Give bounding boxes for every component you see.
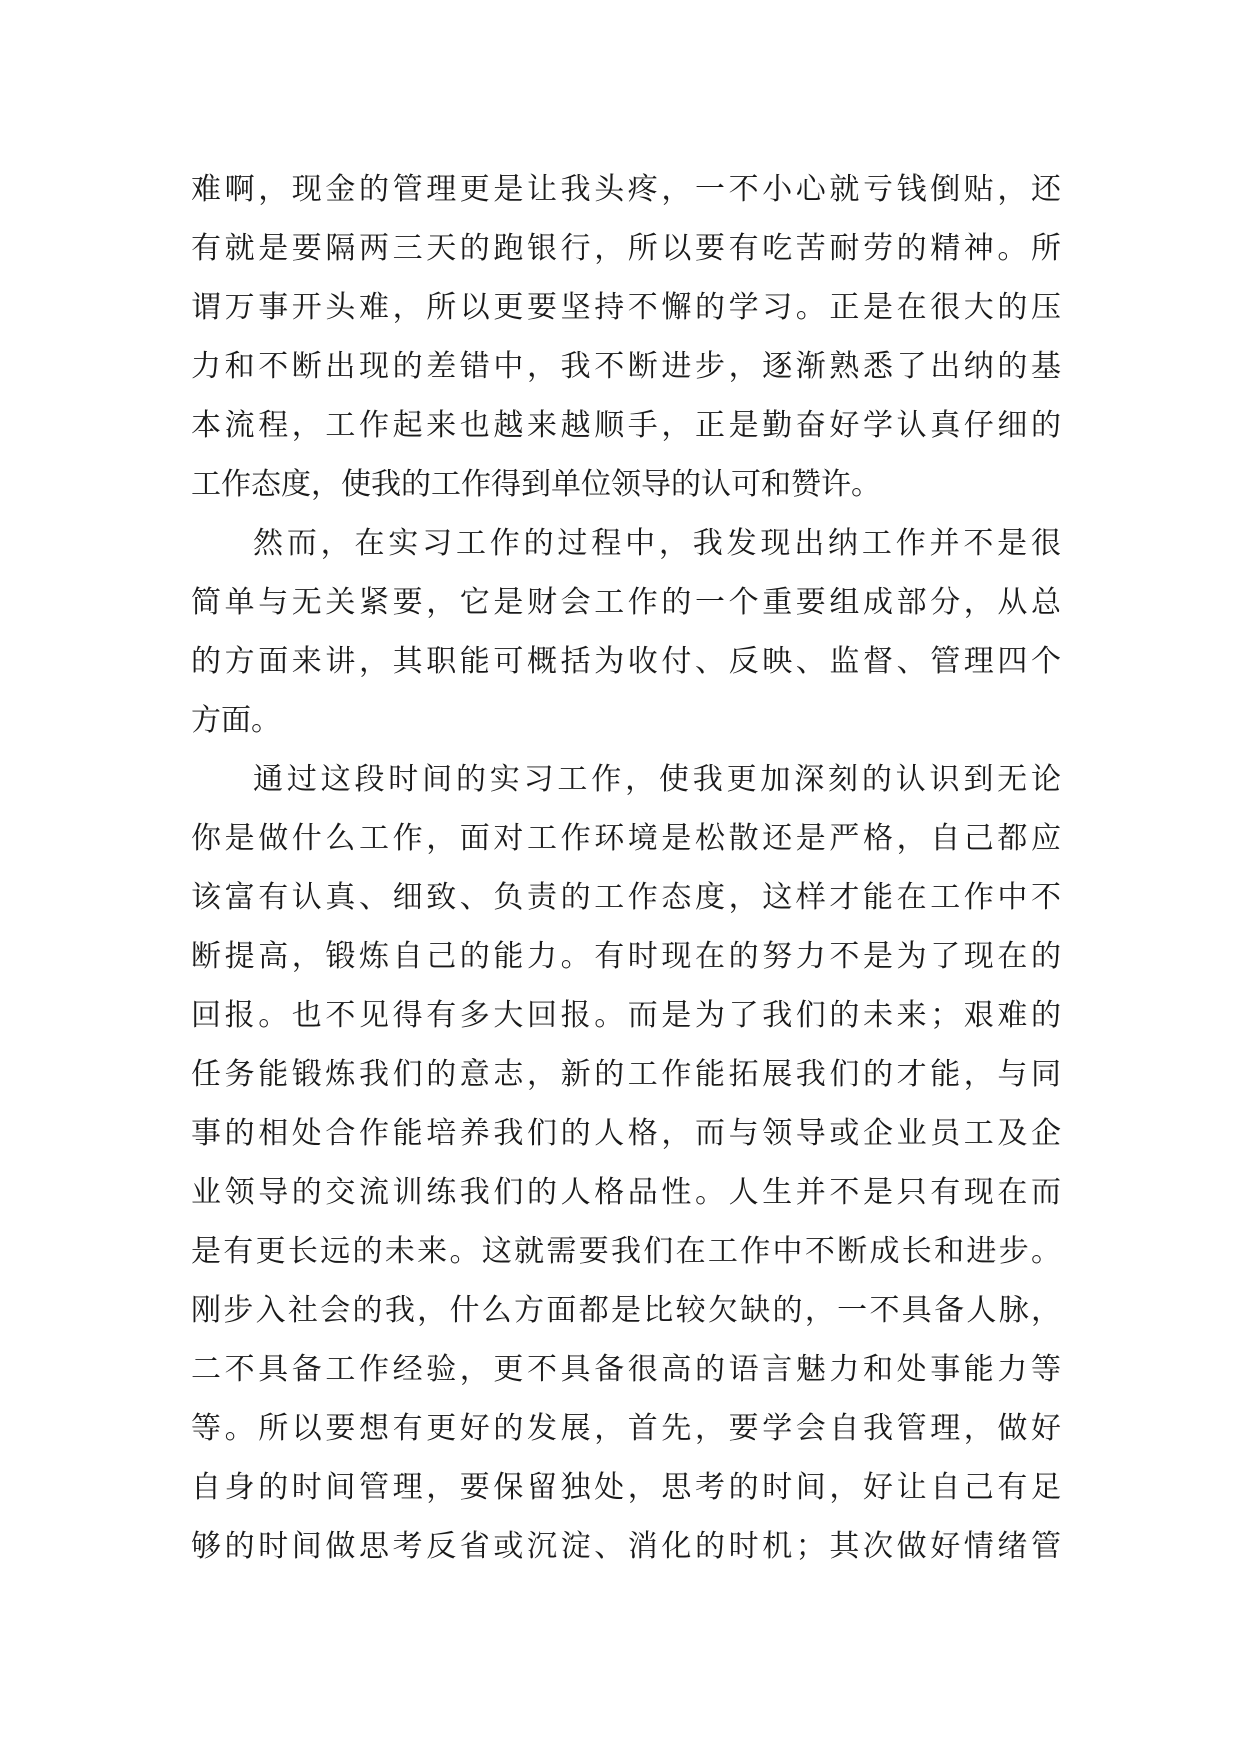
paragraph: [191, 750, 1061, 1576]
text-line: 方面。: [191, 703, 281, 738]
text-line: 该富有认真、细致、负责的工作态度，这样才能在工作中不: [191, 880, 1061, 915]
text-line: 事的相处合作能培养我们的人格，而与领导或企业员工及企: [191, 1116, 1061, 1151]
text-line: 本流程，工作起来也越来越顺手，正是勤奋好学认真仔细的: [191, 408, 1061, 443]
text-line: 简单与无关紧要，它是财会工作的一个重要组成部分，从总: [191, 585, 1061, 620]
text-line: 二不具备工作经验，更不具备很高的语言魅力和处事能力等: [191, 1352, 1061, 1387]
paragraph: [191, 160, 1061, 514]
text-line: 刚步入社会的我，什么方面都是比较欠缺的，一不具备人脉，: [191, 1293, 1061, 1328]
text-line: 回报。也不见得有多大回报。而是为了我们的未来；艰难的: [191, 998, 1061, 1033]
text-line: 是有更长远的未来。这就需要我们在工作中不断成长和进步。: [191, 1234, 1061, 1269]
text-line: 断提高，锻炼自己的能力。有时现在的努力不是为了现在的: [191, 939, 1061, 974]
text-line: 难啊，现金的管理更是让我头疼，一不小心就亏钱倒贴，还: [191, 172, 1061, 207]
text-line: 有就是要隔两三天的跑银行，所以要有吃苦耐劳的精神。所: [191, 231, 1061, 266]
text-line: 的方面来讲，其职能可概括为收付、反映、监督、管理四个: [191, 644, 1061, 679]
paragraph: [191, 514, 1061, 750]
text-line: 等。所以要想有更好的发展，首先，要学会自我管理，做好: [191, 1411, 1061, 1446]
text-line: 工作态度，使我的工作得到单位领导的认可和赞许。: [191, 467, 881, 502]
text-line: 你是做什么工作，面对工作环境是松散还是严格，自己都应: [191, 821, 1061, 856]
text-line: 谓万事开头难，所以更要坚持不懈的学习。正是在很大的压: [191, 290, 1061, 325]
text-line: 业领导的交流训练我们的人格品性。人生并不是只有现在而: [191, 1175, 1061, 1210]
text-line: 够的时间做思考反省或沉淀、消化的时机；其次做好情绪管: [191, 1529, 1061, 1564]
text-line: 自身的时间管理，要保留独处，思考的时间，好让自己有足: [191, 1470, 1061, 1505]
text-line: 力和不断出现的差错中，我不断进步，逐渐熟悉了出纳的基: [191, 349, 1061, 384]
text-line: 任务能锻炼我们的意志，新的工作能拓展我们的才能，与同: [191, 1057, 1061, 1092]
text-line: 通过这段时间的实习工作，使我更加深刻的认识到无论: [253, 762, 1061, 797]
document-body: [191, 160, 1061, 1576]
text-line: 然而，在实习工作的过程中，我发现出纳工作并不是很: [253, 526, 1061, 561]
